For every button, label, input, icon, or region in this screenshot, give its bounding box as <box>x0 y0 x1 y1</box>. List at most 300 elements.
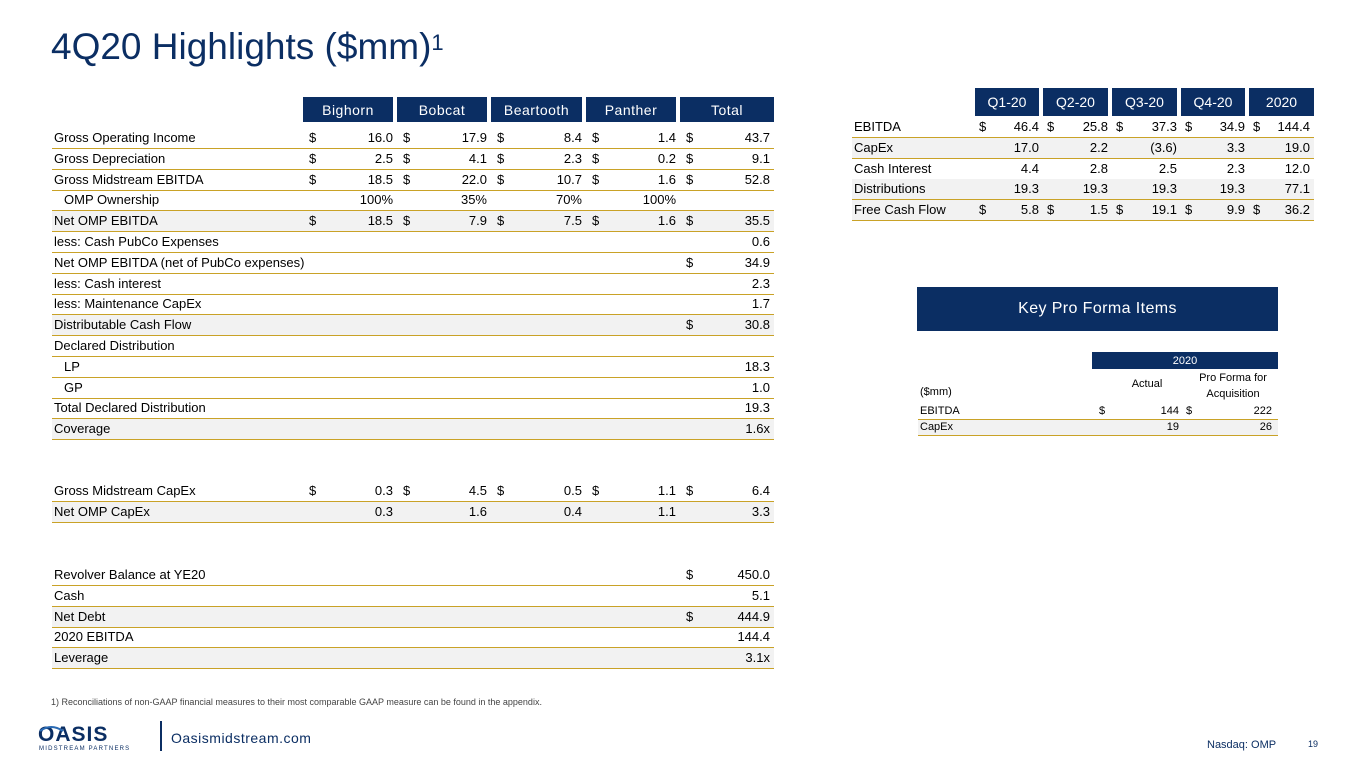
cell-value: 1.4 <box>657 130 676 145</box>
currency-symbol: $ <box>592 171 600 187</box>
row-label: Net OMP EBITDA <box>54 213 158 229</box>
cell-value: 37.3 <box>1151 119 1177 134</box>
table-row <box>52 648 774 669</box>
currency-symbol: $ <box>686 213 694 229</box>
table-cell <box>586 190 680 210</box>
table-cell <box>1181 200 1249 220</box>
table-cell <box>491 627 586 647</box>
cell-value: 17.0 <box>1013 139 1039 155</box>
table-cell <box>680 128 774 148</box>
table-cell <box>491 648 586 668</box>
table-cell <box>680 607 774 627</box>
col-header-q1: Q1-20 <box>975 88 1039 116</box>
pro-forma-value: 26 <box>1259 421 1272 433</box>
table-row <box>852 179 1314 200</box>
currency-symbol: $ <box>403 213 411 229</box>
table-cell <box>586 357 680 377</box>
table-cell <box>491 253 586 273</box>
cell-value: 0.5 <box>563 483 582 498</box>
table-cell <box>680 648 774 668</box>
table-cell <box>586 149 680 169</box>
currency-symbol: $ <box>686 317 694 333</box>
table-cell <box>1043 159 1112 179</box>
currency-symbol: $ <box>592 213 600 229</box>
row-label: Gross Midstream CapEx <box>54 483 196 498</box>
cell-value: 2.5 <box>374 150 393 166</box>
table-row <box>52 398 774 419</box>
table-row <box>52 607 774 628</box>
table-row <box>52 419 774 440</box>
row-label: Declared Distribution <box>54 338 175 353</box>
currency-symbol: $ <box>497 150 505 166</box>
table-cell <box>491 149 586 169</box>
logo-wordmark: OASIS <box>38 723 109 746</box>
currency-symbol: $ <box>1253 202 1261 218</box>
table-cell <box>1249 179 1314 199</box>
cell-value: 100% <box>359 192 393 208</box>
table-cell <box>1043 117 1112 137</box>
table-cell <box>303 398 397 418</box>
table-cell <box>1043 138 1112 158</box>
table-cell <box>586 648 680 668</box>
table-cell <box>680 357 774 377</box>
currency-symbol: $ <box>403 171 411 187</box>
currency-symbol: $ <box>686 608 694 624</box>
currency-symbol: $ <box>403 150 411 166</box>
currency-symbol: $ <box>497 483 505 498</box>
table-cell <box>303 419 397 439</box>
table-row <box>52 565 774 586</box>
cell-value: 10.7 <box>556 171 582 187</box>
table-cell <box>1043 179 1112 199</box>
currency-symbol: $ <box>592 150 600 166</box>
table-cell <box>303 170 397 190</box>
table-cell <box>491 398 586 418</box>
table-cell <box>491 419 586 439</box>
cell-value: 1.6 <box>657 213 676 229</box>
pro-forma-label-line1: Pro Forma for <box>1199 372 1267 384</box>
table-cell <box>680 253 774 273</box>
table-cell <box>1112 138 1181 158</box>
table-row <box>52 502 774 523</box>
cell-value: 35% <box>460 192 487 208</box>
table-row <box>52 627 774 648</box>
table-cell <box>303 627 397 647</box>
table-cell <box>680 398 774 418</box>
cell-value: 5.8 <box>1020 202 1039 218</box>
table-cell <box>303 128 397 148</box>
table-cell <box>491 502 586 522</box>
currency-symbol: $ <box>686 567 694 582</box>
cell-value: 444.9 <box>737 608 770 624</box>
table-cell <box>491 357 586 377</box>
table-cell <box>303 190 397 210</box>
row-label: 2020 EBITDA <box>54 629 134 645</box>
key-pro-forma-row <box>918 420 1278 436</box>
cell-value: 9.1 <box>751 150 770 166</box>
row-label: Net OMP CapEx <box>54 503 150 519</box>
cell-value: 19.3 <box>1013 181 1039 197</box>
table-cell <box>491 190 586 210</box>
cell-value: 4.4 <box>1020 160 1039 176</box>
currency-symbol: $ <box>686 150 694 166</box>
table-row <box>52 253 774 274</box>
table-cell <box>680 627 774 647</box>
row-label: Gross Depreciation <box>54 150 166 166</box>
table-cell <box>1249 159 1314 179</box>
row-label: Cash Interest <box>854 160 932 176</box>
table-cell <box>397 502 491 522</box>
key-pro-forma-title: Key Pro Forma Items <box>917 287 1278 331</box>
title-footnote-marker: 1 <box>431 30 444 55</box>
table-cell <box>680 586 774 606</box>
table-cell <box>303 502 397 522</box>
table-cell <box>491 294 586 314</box>
table-cell <box>397 378 491 398</box>
table-cell <box>303 378 397 398</box>
currency-symbol: $ <box>1116 202 1124 218</box>
table-cell <box>586 419 680 439</box>
cell-value: 12.0 <box>1284 160 1310 176</box>
currency-symbol: $ <box>1185 119 1193 134</box>
currency-symbol: $ <box>1116 119 1124 134</box>
row-label: less: Maintenance CapEx <box>54 296 202 312</box>
table-cell <box>586 398 680 418</box>
currency-symbol: $ <box>1253 119 1261 134</box>
cell-value: 0.2 <box>657 150 676 166</box>
table-cell <box>491 211 586 231</box>
table-cell <box>397 357 491 377</box>
currency-symbol: $ <box>979 202 987 218</box>
table-row <box>852 138 1314 159</box>
table-cell <box>680 149 774 169</box>
cell-value: 2.3 <box>751 275 770 291</box>
table-cell <box>397 315 491 335</box>
currency-symbol: $ <box>309 171 317 187</box>
col-header-beartooth: Beartooth <box>491 97 582 122</box>
table-row <box>52 357 774 378</box>
cell-value: 19.1 <box>1151 202 1177 218</box>
row-label: Total Declared Distribution <box>54 400 206 416</box>
table-cell <box>397 565 491 585</box>
table-cell <box>680 190 774 210</box>
table-cell <box>680 502 774 522</box>
cell-value: 18.5 <box>367 213 393 229</box>
cell-value: 0.4 <box>563 503 582 519</box>
table-cell <box>303 211 397 231</box>
row-label: OMP Ownership <box>64 192 160 208</box>
table-cell <box>975 117 1043 137</box>
table-row <box>852 159 1314 180</box>
col-header-q2: Q2-20 <box>1043 88 1108 116</box>
cell-value: 4.1 <box>468 150 487 166</box>
cell-value: 3.3 <box>751 503 770 519</box>
cell-value: 100% <box>642 192 676 208</box>
table-cell <box>586 502 680 522</box>
table-cell <box>586 586 680 606</box>
table-cell <box>491 170 586 190</box>
row-label: CapEx <box>854 139 894 155</box>
table-row <box>52 336 774 357</box>
cell-value: 450.0 <box>737 567 770 582</box>
col-header-bobcat: Bobcat <box>397 97 487 122</box>
row-label: Leverage <box>54 650 109 666</box>
cell-value: 7.9 <box>468 213 487 229</box>
table-cell <box>586 253 680 273</box>
currency-symbol: $ <box>309 213 317 229</box>
page-title: 4Q20 Highlights ($mm)$^1$ <box>51 26 444 67</box>
table-row <box>52 481 774 502</box>
table-cell <box>586 294 680 314</box>
table-row <box>852 200 1314 221</box>
table-cell <box>397 398 491 418</box>
table-cell <box>586 211 680 231</box>
currency-symbol: $ <box>1047 202 1055 218</box>
cell-value: 70% <box>555 192 582 208</box>
table-cell <box>397 627 491 647</box>
table-cell <box>397 190 491 210</box>
cell-value: 35.5 <box>744 213 770 229</box>
table-cell <box>1112 117 1181 137</box>
currency-symbol: $ <box>403 483 411 498</box>
cell-value: 1.6x <box>745 421 770 437</box>
table-cell <box>1112 159 1181 179</box>
table-cell <box>491 274 586 294</box>
table-cell <box>303 586 397 606</box>
row-label: EBITDA <box>920 405 960 417</box>
table-cell <box>397 211 491 231</box>
cell-value: 30.8 <box>744 317 770 333</box>
table-cell <box>1181 138 1249 158</box>
cell-value: 19.0 <box>1284 139 1310 155</box>
cell-value: (3.6) <box>1150 139 1177 155</box>
table-row <box>852 117 1314 138</box>
cell-value: 2.3 <box>1226 160 1245 176</box>
table-cell <box>397 274 491 294</box>
currency-symbol: $ <box>497 213 505 229</box>
table-cell <box>1112 200 1181 220</box>
table-cell <box>303 253 397 273</box>
row-label: Distributable Cash Flow <box>54 317 192 333</box>
table-cell <box>586 565 680 585</box>
cell-value: 0.6 <box>751 234 770 249</box>
table-row <box>52 315 774 336</box>
table-cell <box>491 565 586 585</box>
logo-subtext: MIDSTREAM PARTNERS <box>39 746 131 752</box>
table-cell <box>586 607 680 627</box>
table-cell <box>586 627 680 647</box>
actual-value: 19 <box>1166 421 1179 433</box>
cell-value: 1.1 <box>657 503 676 519</box>
cell-value: 2.3 <box>563 150 582 166</box>
table-cell <box>680 481 774 501</box>
table-cell <box>975 179 1043 199</box>
currency-symbol: $ <box>979 119 987 134</box>
cell-value: 17.9 <box>461 130 487 145</box>
key-pro-forma-unit: ($mm) <box>920 386 952 398</box>
table-cell <box>491 128 586 148</box>
currency-symbol: $ <box>686 483 694 498</box>
table-cell <box>491 481 586 501</box>
table-cell <box>491 607 586 627</box>
table-cell <box>680 419 774 439</box>
table-cell <box>303 648 397 668</box>
row-label: GP <box>64 379 83 395</box>
row-label: LP <box>64 358 80 374</box>
row-label: CapEx <box>920 421 954 433</box>
cell-value: 19.3 <box>744 400 770 416</box>
cell-value: 18.3 <box>744 358 770 374</box>
currency-symbol: $ <box>309 130 317 145</box>
table-cell <box>491 232 586 252</box>
table-cell <box>397 170 491 190</box>
cell-value: 6.4 <box>751 483 770 498</box>
col-header-q3: Q3-20 <box>1112 88 1177 116</box>
table-cell <box>586 378 680 398</box>
cell-value: 4.5 <box>468 483 487 498</box>
table-cell <box>680 565 774 585</box>
table-cell <box>586 336 680 356</box>
table-cell <box>1043 200 1112 220</box>
col-header-2020: 2020 <box>1249 88 1314 116</box>
cell-value: 1.1 <box>657 483 676 498</box>
table-cell <box>303 149 397 169</box>
table-cell <box>397 149 491 169</box>
table-cell <box>397 294 491 314</box>
cell-value: 8.4 <box>563 130 582 145</box>
cell-value: 1.0 <box>751 379 770 395</box>
key-pro-forma-year: 2020 <box>1092 352 1278 369</box>
table-cell <box>1181 179 1249 199</box>
table-cell <box>586 128 680 148</box>
cell-value: 1.5 <box>1089 202 1108 218</box>
footnote: 1) Reconciliations of non-GAAP financial measures to their most comparable GAAP measure can be found in the appendix. <box>51 697 542 707</box>
footer-divider <box>160 721 162 751</box>
table-cell <box>975 200 1043 220</box>
table-cell <box>303 274 397 294</box>
col-header-q4: Q4-20 <box>1181 88 1245 116</box>
table-row <box>52 378 774 399</box>
table-cell <box>491 315 586 335</box>
col-header-bighorn: Bighorn <box>303 97 393 122</box>
table-cell <box>491 586 586 606</box>
table-cell <box>397 336 491 356</box>
currency-symbol: $ <box>497 171 505 187</box>
cell-value: 3.1x <box>745 650 770 666</box>
col-header-total: Total <box>680 97 774 122</box>
table-row <box>52 294 774 315</box>
table-cell <box>303 294 397 314</box>
currency-symbol: $ <box>1099 405 1106 417</box>
cell-value: 9.9 <box>1226 202 1245 218</box>
table-cell <box>397 253 491 273</box>
table-cell <box>397 232 491 252</box>
cell-value: 18.5 <box>367 171 393 187</box>
table-cell <box>397 586 491 606</box>
table-cell <box>680 274 774 294</box>
table-cell <box>397 648 491 668</box>
table-cell <box>303 336 397 356</box>
row-label: EBITDA <box>854 119 901 134</box>
row-label: Revolver Balance at YE20 <box>54 567 206 582</box>
website-link[interactable]: Oasismidstream.com <box>171 730 312 746</box>
table-cell <box>1181 159 1249 179</box>
currency-symbol: $ <box>592 483 600 498</box>
table-row <box>52 274 774 295</box>
cell-value: 1.7 <box>751 296 770 312</box>
row-label: Coverage <box>54 421 111 437</box>
table-cell <box>491 378 586 398</box>
table-cell <box>975 159 1043 179</box>
row-label: Gross Operating Income <box>54 130 196 145</box>
cell-value: 52.8 <box>744 171 770 187</box>
cell-value: 2.5 <box>1158 160 1177 176</box>
table-cell <box>397 419 491 439</box>
table-cell <box>397 481 491 501</box>
table-cell <box>303 357 397 377</box>
table-cell <box>680 315 774 335</box>
cell-value: 3.3 <box>1226 139 1245 155</box>
actual-value: 144 <box>1160 405 1179 417</box>
table-cell <box>586 481 680 501</box>
table-row <box>52 190 774 211</box>
currency-symbol: $ <box>403 130 411 145</box>
cell-value: 144.4 <box>737 629 770 645</box>
table-cell <box>303 232 397 252</box>
table-row <box>52 170 774 191</box>
row-label: less: Cash PubCo Expenses <box>54 234 219 249</box>
table-cell <box>1249 138 1314 158</box>
table-cell <box>397 607 491 627</box>
cell-value: 43.7 <box>744 130 770 145</box>
cell-value: 144.4 <box>1277 119 1310 134</box>
table-cell <box>680 232 774 252</box>
col-header-panther: Panther <box>586 97 676 122</box>
cell-value: 25.8 <box>1082 119 1108 134</box>
currency-symbol: $ <box>309 483 317 498</box>
table-cell <box>680 336 774 356</box>
currency-symbol: $ <box>309 150 317 166</box>
currency-symbol: $ <box>686 254 694 270</box>
currency-symbol: $ <box>686 171 694 187</box>
currency-symbol: $ <box>1047 119 1055 134</box>
row-label: Free Cash Flow <box>854 202 946 218</box>
row-label: Cash <box>54 587 85 603</box>
row-label: Distributions <box>854 181 926 197</box>
table-cell <box>1249 117 1314 137</box>
table-cell <box>586 315 680 335</box>
cell-value: 16.0 <box>367 130 393 145</box>
table-cell <box>586 232 680 252</box>
pro-forma-label-line2: Acquisition <box>1206 388 1260 400</box>
table-row <box>52 586 774 607</box>
table-row <box>52 128 774 149</box>
cell-value: 46.4 <box>1013 119 1039 134</box>
table-cell <box>680 211 774 231</box>
table-row <box>52 211 774 232</box>
table-cell <box>303 315 397 335</box>
table-row <box>52 149 774 170</box>
table-cell <box>586 170 680 190</box>
table-row <box>52 232 774 253</box>
currency-symbol: $ <box>1186 405 1193 417</box>
row-label: less: Cash interest <box>54 275 161 291</box>
key-pro-forma-row <box>918 404 1278 420</box>
currency-symbol: $ <box>497 130 505 145</box>
cell-value: 1.6 <box>657 171 676 187</box>
table-cell <box>680 170 774 190</box>
cell-value: 34.9 <box>744 254 770 270</box>
